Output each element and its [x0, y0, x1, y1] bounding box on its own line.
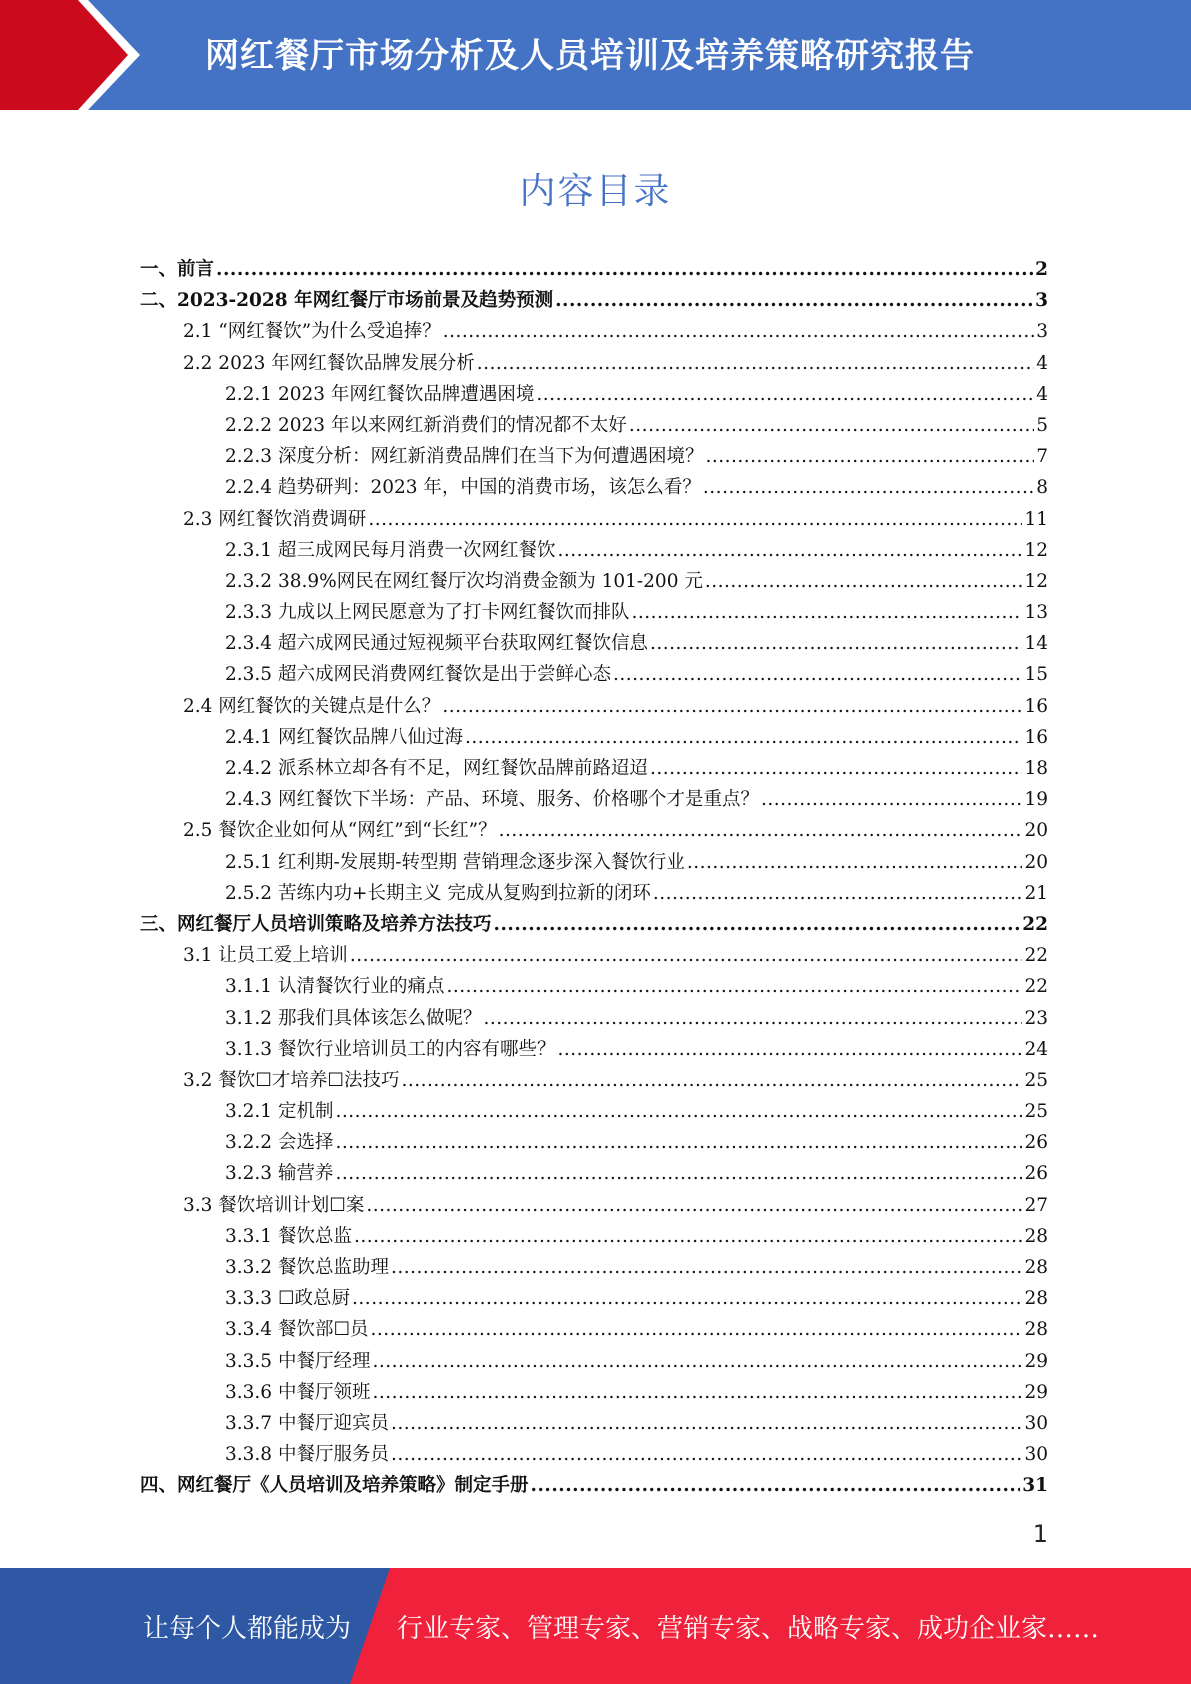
- toc-leader-dots: [216, 254, 1033, 285]
- toc-entry-label: 3.3.3 ☐政总厨: [225, 1288, 351, 1310]
- toc-entry-page: 22: [1024, 976, 1048, 998]
- toc-entry-page: 12: [1024, 539, 1048, 561]
- toc-entry-label: 3.3.7 中餐厅迎宾员: [225, 1412, 389, 1434]
- toc-entry-label: 2.4.1 网红餐饮品牌八仙过海: [225, 726, 463, 748]
- toc-entry-page: 28: [1024, 1319, 1048, 1341]
- toc-entry[interactable]: [140, 878, 1048, 909]
- toc-entry-page: 16: [1024, 726, 1048, 748]
- toc-entry-page: 27: [1024, 1194, 1048, 1216]
- footer-banner: [0, 1568, 1191, 1684]
- toc-entry[interactable]: [140, 316, 1048, 347]
- toc-entry[interactable]: [140, 1034, 1048, 1065]
- toc-entry-label: 3.3.4 餐饮部☐员: [225, 1319, 369, 1341]
- toc-leader-dots: [442, 691, 1022, 722]
- toc-entry-label: 二、2023-2028 年网红餐厅市场前景及趋势预测: [140, 290, 554, 312]
- toc-entry-page: 23: [1024, 1007, 1048, 1029]
- toc-entry-page: 26: [1024, 1163, 1048, 1185]
- toc-entry-page: 5: [1036, 414, 1048, 436]
- toc-entry[interactable]: [140, 1252, 1048, 1283]
- table-of-contents: [140, 254, 1048, 1502]
- toc-entry[interactable]: [140, 1470, 1048, 1501]
- toc-entry[interactable]: [140, 1439, 1048, 1470]
- toc-entry-label: 3.1 让员工爱上培训: [183, 945, 348, 967]
- toc-entry-label: 2.2.4 趋势研判：2023 年，中国的消费市场，该怎么看？: [225, 477, 701, 499]
- toc-leader-dots: [465, 722, 1022, 753]
- toc-entry-page: 14: [1024, 633, 1048, 655]
- toc-leader-dots: [391, 1408, 1022, 1439]
- toc-entry-label: 3.3.2 餐饮总监助理: [225, 1257, 389, 1278]
- toc-entry[interactable]: [140, 1096, 1048, 1127]
- footer-slogan-left: 让每个人都能成为: [143, 1614, 352, 1644]
- toc-entry-page: 26: [1024, 1132, 1048, 1154]
- toc-entry[interactable]: [140, 535, 1048, 566]
- toc-leader-dots: [483, 1003, 1022, 1034]
- toc-entry-page: 4: [1036, 352, 1048, 374]
- toc-entry[interactable]: [140, 348, 1048, 379]
- toc-entry-label: 2.3.3 九成以上网民愿意为了打卡网红餐饮而排队: [225, 602, 630, 624]
- toc-entry-label: 3.3.1 餐饮总监: [225, 1225, 352, 1247]
- toc-entry[interactable]: [140, 1158, 1048, 1189]
- toc-entry-page: 22: [1022, 913, 1048, 935]
- toc-entry-label: 3.2.1 定机制: [225, 1101, 334, 1123]
- toc-entry[interactable]: [140, 254, 1048, 285]
- toc-entry-label: 2.3.2 38.9%网民在网红餐厅次均消费金额为 101-200 元: [225, 570, 703, 592]
- toc-entry-page: 30: [1024, 1412, 1048, 1434]
- toc-entry[interactable]: [140, 1377, 1048, 1408]
- toc-leader-dots: [631, 597, 1022, 628]
- toc-leader-dots: [761, 784, 1022, 815]
- toc-leader-dots: [531, 1470, 1021, 1501]
- toc-entry[interactable]: [140, 659, 1048, 690]
- toc-entry-page: 16: [1024, 695, 1048, 717]
- toc-leader-dots: [368, 504, 1022, 535]
- toc-entry-label: 3.3 餐饮培训计划☐案: [183, 1194, 365, 1216]
- toc-entry[interactable]: [140, 379, 1048, 410]
- toc-leader-dots: [557, 1034, 1022, 1065]
- toc-entry-label: 2.3.5 超六成网民消费网红餐饮是出于尝鲜心态: [225, 664, 611, 686]
- toc-entry-label: 2.2.1 2023 年网红餐饮品牌遭遇困境: [225, 383, 535, 405]
- toc-entry[interactable]: [140, 597, 1048, 628]
- toc-entry-page: 19: [1024, 789, 1048, 811]
- toc-leader-dots: [335, 1127, 1022, 1158]
- toc-entry[interactable]: [140, 1314, 1048, 1345]
- toc-entry-label: 2.2.2 2023 年以来网红新消费们的情况都不太好: [225, 414, 627, 436]
- toc-entry-page: 21: [1024, 882, 1048, 904]
- toc-entry-page: 28: [1024, 1225, 1048, 1247]
- toc-leader-dots: [705, 566, 1023, 597]
- toc-entry[interactable]: [140, 940, 1048, 971]
- toc-entry[interactable]: [140, 1283, 1048, 1314]
- toc-entry-label: 2.5.1 红利期-发展期-转型期 营销理念逐步深入餐饮行业: [225, 851, 685, 873]
- toc-entry-label: 3.1.1 认清餐饮行业的痛点: [225, 976, 445, 998]
- toc-entry-label: 2.2.3 深度分析：网红新消费品牌们在当下为何遭遇困境？: [225, 446, 704, 468]
- toc-entry-page: 2: [1035, 259, 1048, 280]
- toc-entry-label: 一、前言: [140, 259, 215, 280]
- page-number: 1: [1032, 1520, 1048, 1548]
- toc-entry-label: 3.3.8 中餐厅服务员: [225, 1444, 389, 1466]
- toc-leader-dots: [499, 815, 1023, 846]
- toc-leader-dots: [443, 316, 1035, 347]
- toc-entry-label: 2.3.4 超六成网民通过短视频平台获取网红餐饮信息: [225, 633, 648, 655]
- toc-entry-page: 22: [1024, 945, 1048, 967]
- toc-entry-page: 28: [1024, 1288, 1048, 1310]
- toc-entry-page: 28: [1024, 1257, 1048, 1278]
- toc-entry[interactable]: [140, 1003, 1048, 1034]
- toc-entry[interactable]: [140, 472, 1048, 503]
- toc-leader-dots: [350, 940, 1023, 971]
- toc-entry-page: 7: [1036, 446, 1048, 468]
- toc-entry-page: 4: [1036, 383, 1048, 405]
- toc-leader-dots: [557, 535, 1022, 566]
- toc-entry[interactable]: [140, 441, 1048, 472]
- toc-entry[interactable]: [140, 1127, 1048, 1158]
- toc-entry-label: 2.1 “网红餐饮”为什么受追捧？: [183, 321, 441, 343]
- toc-leader-dots: [391, 1439, 1022, 1470]
- toc-entry-page: 25: [1024, 1069, 1048, 1091]
- toc-leader-dots: [366, 1190, 1022, 1221]
- toc-entry-page: 24: [1024, 1038, 1048, 1060]
- toc-entry-page: 15: [1024, 664, 1048, 686]
- header-arrow-decoration: [0, 0, 150, 110]
- toc-entry-label: 3.3.6 中餐厅领班: [225, 1381, 371, 1403]
- toc-leader-dots: [391, 1252, 1022, 1283]
- toc-entry[interactable]: [140, 815, 1048, 846]
- toc-entry-page: 20: [1024, 820, 1048, 842]
- toc-entry[interactable]: [140, 504, 1048, 535]
- toc-leader-dots: [650, 628, 1022, 659]
- toc-entry-label: 3.2.3 输营养: [225, 1163, 334, 1185]
- toc-leader-dots: [352, 1283, 1022, 1314]
- toc-entry-label: 2.5 餐饮企业如何从“网红”到“长红”？: [183, 820, 497, 842]
- toc-entry[interactable]: [140, 285, 1048, 316]
- toc-entry[interactable]: [140, 566, 1048, 597]
- toc-leader-dots: [705, 441, 1034, 472]
- toc-heading: 内容目录: [519, 171, 672, 212]
- toc-entry[interactable]: [140, 722, 1048, 753]
- toc-entry-label: 三、网红餐厅人员培训策略及培养方法技巧: [140, 913, 492, 935]
- header-banner: [0, 0, 1191, 110]
- toc-leader-dots: [335, 1096, 1022, 1127]
- toc-leader-dots: [629, 410, 1034, 441]
- toc-entry[interactable]: [140, 1221, 1048, 1252]
- toc-entry-label: 2.4 网红餐饮的关键点是什么？: [183, 695, 441, 717]
- toc-entry-label: 四、网红餐厅《人员培训及培养策略》制定手册: [140, 1475, 529, 1497]
- toc-entry-page: 3: [1035, 290, 1048, 312]
- toc-entry-label: 2.2 2023 年网红餐饮品牌发展分析: [183, 352, 475, 374]
- toc-entry[interactable]: [140, 1408, 1048, 1439]
- toc-leader-dots: [477, 348, 1034, 379]
- toc-leader-dots: [650, 753, 1022, 784]
- toc-leader-dots: [536, 379, 1034, 410]
- toc-entry-label: 3.2 餐饮☐才培养☐法技巧: [183, 1069, 400, 1091]
- toc-entry[interactable]: [140, 410, 1048, 441]
- toc-entry-page: 29: [1024, 1381, 1048, 1403]
- toc-entry-page: 3: [1036, 321, 1048, 343]
- report-title: 网红餐厅市场分析及人员培训及培养策略研究报告: [205, 36, 975, 76]
- toc-entry[interactable]: [140, 628, 1048, 659]
- toc-entry-page: 30: [1024, 1444, 1048, 1466]
- toc-entry-page: 18: [1024, 758, 1048, 779]
- toc-entry[interactable]: [140, 784, 1048, 815]
- toc-leader-dots: [703, 472, 1034, 503]
- toc-entry[interactable]: [140, 753, 1048, 784]
- toc-entry-label: 3.1.2 那我们具体该怎么做呢？: [225, 1007, 482, 1029]
- toc-entry-label: 2.5.2 苦练内功+长期主义 完成从复购到拉新的闭环: [225, 882, 651, 904]
- toc-entry-page: 8: [1036, 477, 1048, 499]
- toc-entry-label: 2.3 网红餐饮消费调研: [183, 508, 367, 530]
- toc-leader-dots: [613, 659, 1022, 690]
- toc-leader-dots: [446, 971, 1022, 1002]
- toc-entry[interactable]: [140, 847, 1048, 878]
- toc-entry-label: 3.2.2 会选择: [225, 1132, 334, 1154]
- toc-entry[interactable]: [140, 691, 1048, 722]
- toc-entry-page: 20: [1024, 851, 1048, 873]
- toc-entry-label: 2.4.3 网红餐饮下半场：产品、环境、服务、价格哪个才是重点？: [225, 789, 759, 811]
- toc-leader-dots: [653, 878, 1023, 909]
- toc-entry[interactable]: [140, 1190, 1048, 1221]
- toc-leader-dots: [354, 1221, 1023, 1252]
- toc-leader-dots: [335, 1158, 1022, 1189]
- footer-slogan-right: 行业专家、管理专家、营销专家、战略专家、成功企业家……: [397, 1614, 1100, 1644]
- toc-leader-dots: [494, 909, 1021, 940]
- toc-entry-page: 11: [1024, 508, 1048, 530]
- toc-entry-label: 3.3.5 中餐厅经理: [225, 1350, 371, 1372]
- toc-leader-dots: [372, 1346, 1022, 1377]
- toc-entry-page: 25: [1024, 1101, 1048, 1123]
- toc-entry-page: 31: [1022, 1475, 1048, 1497]
- toc-leader-dots: [371, 1314, 1023, 1345]
- toc-entry-label: 2.3.1 超三成网民每月消费一次网红餐饮: [225, 539, 556, 561]
- toc-leader-dots: [372, 1377, 1022, 1408]
- toc-entry[interactable]: [140, 1065, 1048, 1096]
- toc-entry-page: 13: [1024, 602, 1048, 624]
- toc-entry[interactable]: [140, 971, 1048, 1002]
- toc-entry-page: 29: [1024, 1350, 1048, 1372]
- toc-entry-label: 2.4.2 派系林立却各有不足，网红餐饮品牌前路迢迢: [225, 758, 648, 779]
- toc-entry[interactable]: [140, 909, 1048, 940]
- toc-entry[interactable]: [140, 1346, 1048, 1377]
- toc-leader-dots: [687, 847, 1023, 878]
- toc-entry-page: 12: [1024, 570, 1048, 592]
- toc-leader-dots: [401, 1065, 1022, 1096]
- toc-leader-dots: [555, 285, 1033, 316]
- toc-entry-label: 3.1.3 餐饮行业培训员工的内容有哪些？: [225, 1038, 556, 1060]
